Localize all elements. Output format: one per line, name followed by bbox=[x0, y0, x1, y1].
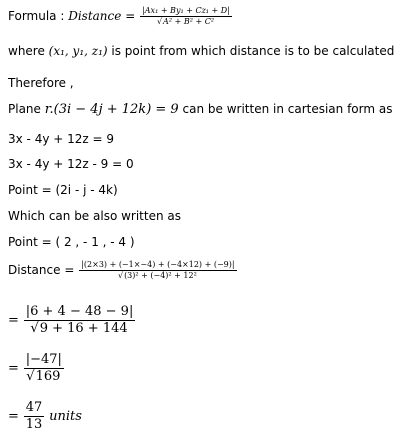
step1-numerator: |6 + 4 − 48 − 9| bbox=[25, 304, 134, 319]
step2-numerator: |−47| bbox=[25, 352, 62, 367]
step2-denominator: 169 bbox=[35, 369, 61, 384]
step3-units: units bbox=[49, 409, 82, 424]
formula-fraction bbox=[140, 6, 232, 27]
step2-fraction bbox=[24, 352, 64, 385]
step-1 bbox=[8, 304, 136, 337]
step1-fraction bbox=[24, 304, 136, 337]
step-2 bbox=[8, 352, 65, 385]
step1-root-sign: √ bbox=[30, 321, 39, 336]
distance-numerator: |(2×3) + (−1×−4) + (−4×12) + (−9)| bbox=[81, 260, 235, 269]
step2-root-sign: √ bbox=[26, 369, 35, 384]
plane-line bbox=[8, 102, 392, 118]
formula-line bbox=[8, 6, 233, 27]
step3-fraction bbox=[24, 400, 45, 433]
where-prefix: where bbox=[8, 44, 49, 58]
where-line bbox=[8, 44, 394, 58]
point-vector: Point = (2i - j - 4k) bbox=[8, 183, 118, 197]
plane-prefix: Plane bbox=[8, 102, 45, 116]
distance-fraction bbox=[79, 260, 236, 281]
step1-denominator: 9 + 16 + 144 bbox=[39, 321, 128, 336]
distance-line bbox=[8, 260, 238, 281]
plane-suffix: can be written in cartesian form as bbox=[178, 102, 393, 116]
equation-1: 3x - 4y + 12z = 9 bbox=[8, 132, 115, 146]
distance-label: Distance bbox=[8, 263, 61, 277]
formula-equals: = bbox=[125, 9, 136, 23]
plane-expression: r.(3i − 4j + 12k) = 9 bbox=[44, 102, 179, 117]
distance-root-sign: √ bbox=[117, 271, 124, 280]
step3-numerator: 47 bbox=[25, 400, 43, 415]
point-coordinates: Point = ( 2 , - 1 , - 4 ) bbox=[8, 235, 135, 249]
distance-equals: = bbox=[64, 263, 75, 277]
distance-denominator: (3)² + (−4)² + 12² bbox=[124, 271, 197, 280]
step3-denominator: 13 bbox=[25, 417, 43, 432]
step2-equals: = bbox=[8, 361, 19, 376]
therefore-text: Therefore , bbox=[8, 76, 74, 90]
formula-numerator: |Ax₁ + By₁ + Cz₁ + D| bbox=[142, 6, 230, 15]
step-3 bbox=[8, 400, 82, 433]
step1-equals: = bbox=[8, 313, 19, 328]
where-point: (x₁, y₁, z₁) bbox=[48, 44, 108, 58]
where-suffix: is point from which distance is to be calculated bbox=[107, 44, 395, 58]
formula-denominator: A² + B² + C² bbox=[163, 17, 215, 26]
distance-word: Distance bbox=[68, 9, 122, 23]
formula-label: Formula : bbox=[8, 9, 69, 23]
formula-root-sign: √ bbox=[156, 17, 163, 26]
also-written-text: Which can be also written as bbox=[8, 209, 182, 223]
step3-equals: = bbox=[8, 409, 19, 424]
equation-2: 3x - 4y + 12z - 9 = 0 bbox=[8, 157, 134, 171]
